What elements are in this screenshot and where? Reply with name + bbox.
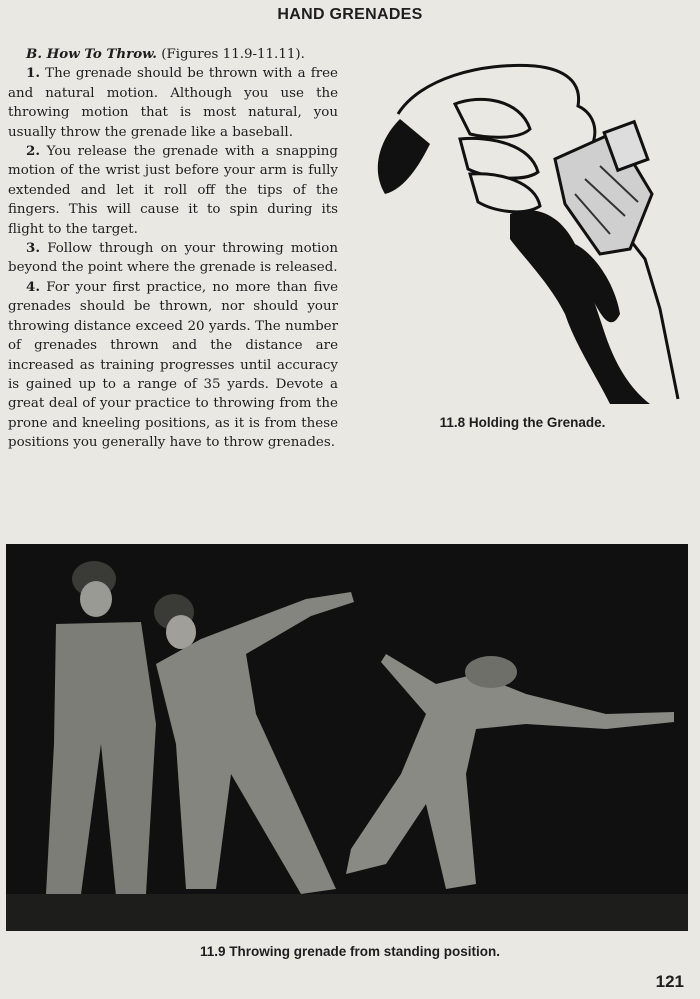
paragraph-text: The grenade should be thrown with a free and natural motion. Although you use the throwing motion that is most natural, you usually throw the grenade like a baseball.: [8, 66, 338, 140]
hand-grenade-illustration: [360, 44, 685, 409]
body-text: [8, 45, 338, 453]
section-title: B. How To Throw.: [26, 46, 157, 62]
paragraph-text: You release the grenade with a snapping motion of the wrist just before your arm is fully extended and let it roll off the tips of the fingers. This will cause it to spin during its flight to the target.: [8, 144, 338, 237]
paragraph: [8, 64, 338, 142]
throwing-grenade-photo: [6, 544, 688, 931]
paragraph: [8, 142, 338, 239]
paragraph: [8, 278, 338, 453]
grenade-icon: [555, 122, 652, 254]
page-number: 121: [655, 972, 684, 991]
paragraph-text: Follow through on your throwing motion beyond the point where the grenade is released.: [8, 241, 338, 276]
paragraph-text: For your first practice, no more than five grenades should be thrown, nor should your throwing distance exceed 20 yards. The number of grenades thrown and the distance are increased as training progresses until accuracy is gained up to a range of 35 yards. Devote a great deal of your practice to throwing from the prone and kneeling positions, as it is from these positions you generally have to throw grenades.: [8, 279, 338, 451]
figures-reference: (Figures 11.9-11.11).: [161, 47, 305, 62]
section-heading: [8, 45, 338, 64]
paragraph: [8, 239, 338, 278]
paragraph-number: 4.: [26, 278, 40, 295]
figure-caption-throwing: 11.9 Throwing grenade from standing position.: [199, 944, 501, 959]
page-header: HAND GRENADES: [277, 6, 423, 23]
paragraph-number: 3.: [26, 240, 40, 257]
paragraph-number: 1.: [26, 65, 40, 82]
figure-caption-holding: 11.8 Holding the Grenade.: [439, 415, 606, 430]
paragraph-number: 2.: [26, 143, 40, 160]
